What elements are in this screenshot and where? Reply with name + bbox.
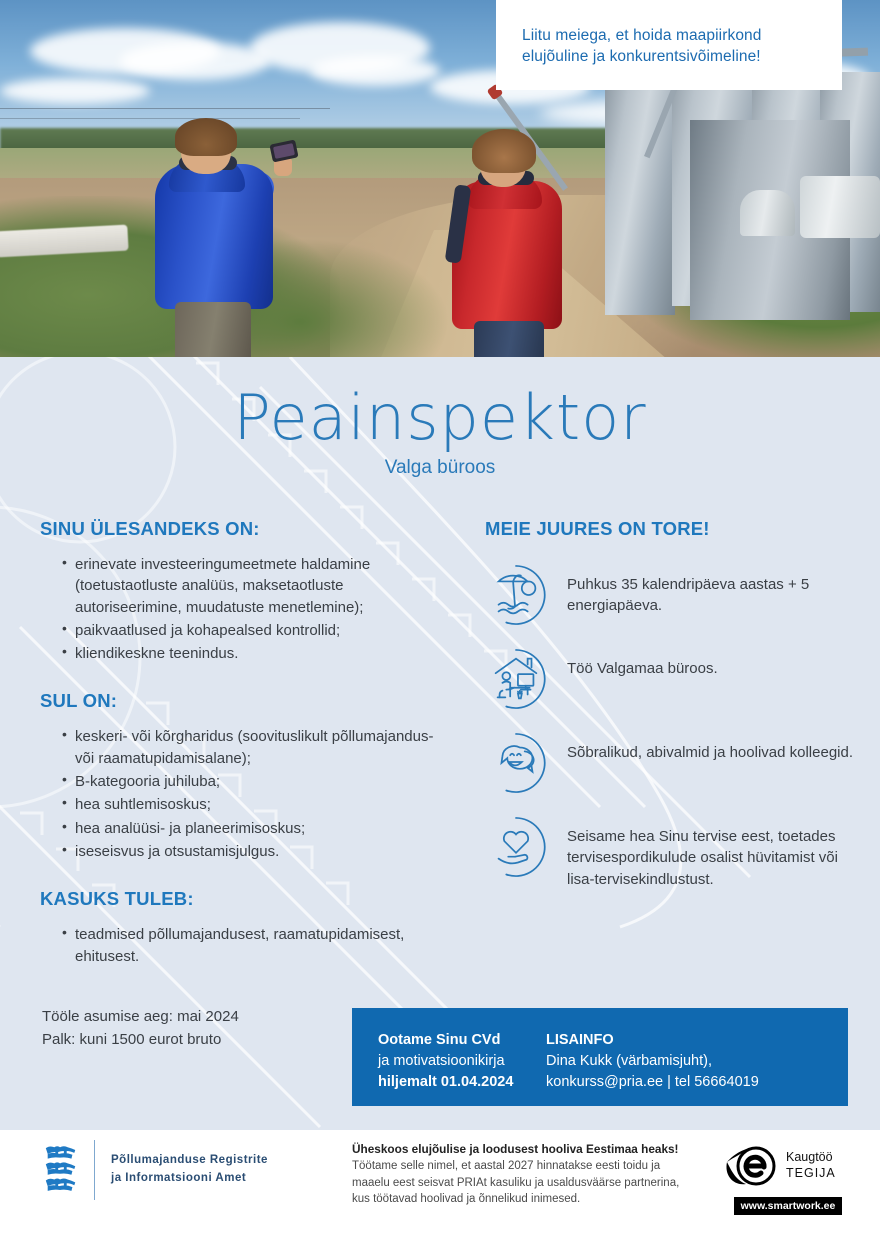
cta-contact-column xyxy=(546,1030,759,1106)
list-item: • hea analüüsi- ja planeerimisoskus; xyxy=(62,818,440,839)
section-nice-to-have xyxy=(40,888,440,967)
agency-name-line2: ja Informatsiooni Amet xyxy=(111,1172,247,1184)
header-tagline-box xyxy=(496,0,842,90)
jeans xyxy=(474,321,544,357)
cloud xyxy=(120,42,270,80)
footer xyxy=(0,1130,880,1244)
cta-contact-name: Dina Kukk (värbamisjuht), xyxy=(546,1053,712,1070)
benefit-text: Seisame hea Sinu tervise eest, toetades tervisespordikulude osalist hüvitamist või lisa-tervisekindlustust. xyxy=(567,828,838,888)
estonia-coat-of-arms-icon xyxy=(42,1142,80,1198)
list-item: • keskeri- või kõrgharidus (soovituslikult põllumajandus- või raamatupidamisalane); xyxy=(62,726,440,769)
smartwork-e-leaf-icon xyxy=(722,1142,780,1190)
cta-deadline: hiljemalt 01.04.2024 xyxy=(378,1074,514,1091)
salary: Palk: kuni 1500 eurot bruto xyxy=(42,1030,222,1048)
mission-heading: Üheskoos elujõulise ja loodusest hooliva Eestimaa heaks! xyxy=(352,1142,679,1156)
list-item: • B-kategooria juhiluba; xyxy=(62,771,440,792)
trousers xyxy=(175,302,251,357)
title-block xyxy=(0,381,880,479)
task-list xyxy=(40,554,440,664)
requirements-column xyxy=(40,518,440,993)
section-tasks xyxy=(40,518,440,664)
smartwork-url[interactable]: www.smartwork.ee xyxy=(734,1197,842,1215)
benefit-health xyxy=(485,816,855,890)
benefit-text: Sõbralikud, abivalmid ja hoolivad kolleegid. xyxy=(567,744,854,761)
agency-name xyxy=(111,1152,268,1188)
agency-name-line1: Põllumajanduse Registrite xyxy=(111,1154,268,1167)
hair xyxy=(175,118,237,156)
benefit-vacation xyxy=(485,564,855,626)
nice-to-have-list xyxy=(40,924,440,967)
beach-umbrella-icon xyxy=(485,564,547,626)
header-tagline xyxy=(522,26,818,68)
inspector-blue-jacket xyxy=(155,112,285,357)
cta-apply-line2: ja motivatsioonikirja xyxy=(378,1053,505,1070)
cta-apply-line1: Ootame Sinu CVd xyxy=(378,1032,501,1048)
inspector-red-jacket xyxy=(452,125,572,357)
section-heading: SINU ÜLESANDEKS ON: xyxy=(40,518,260,539)
home-office-icon xyxy=(485,648,547,710)
benefits-column xyxy=(485,518,855,912)
mission-body: Töötame selle nimel, et aastal 2027 hinnatakse eesti toidu ja maaelu eest seisvat PRIAt kasuliku ja usaldusväärse partnerina, kus töötavad hoolivad ja õnnelikud inimesed. xyxy=(352,1160,680,1206)
qualification-list xyxy=(40,726,440,862)
hair xyxy=(472,129,536,173)
smartwork-label xyxy=(786,1150,836,1181)
cloud xyxy=(0,78,150,104)
cta-contact-heading: LISAINFO xyxy=(546,1032,614,1048)
storage-tank xyxy=(800,176,880,238)
section-heading: KASUKS TULEB: xyxy=(40,888,194,910)
cloud xyxy=(310,56,440,86)
header-tagline-line1: Liitu meiega, et hoida maapiirkond xyxy=(522,27,762,44)
heart-in-hand-icon xyxy=(485,816,547,878)
list-item: • iseseisvus ja otsustamisjulgus. xyxy=(62,841,440,862)
list-item: • kliendikeskne teenindus. xyxy=(62,643,440,664)
agency-logo xyxy=(42,1140,268,1200)
section-qualifications xyxy=(40,690,440,862)
benefits-heading: MEIE JUURES ON TORE! xyxy=(485,518,710,539)
cta-contact-details[interactable]: konkurss@pria.ee | tel 56664019 xyxy=(546,1074,759,1091)
benefit-office xyxy=(485,648,855,710)
list-item: • teadmised põllumajandusest, raamatupidamisest, ehitusest. xyxy=(62,924,440,967)
speech-bubbles-smile-icon xyxy=(485,732,547,794)
storage-tank xyxy=(740,190,795,236)
smartwork-badge xyxy=(722,1142,862,1215)
logo-divider xyxy=(94,1140,95,1200)
section-heading: SUL ON: xyxy=(40,690,118,712)
power-line xyxy=(0,108,330,109)
benefit-colleagues xyxy=(485,732,855,794)
list-item: • erinevate investeeringumeetmete haldamine (toetustaotluste analüüs, maksetaotluste autoriseerimine, muudatuste menetlemine); xyxy=(62,554,440,618)
smartwork-row xyxy=(722,1142,862,1190)
page-title: Peainspektor xyxy=(233,381,647,454)
benefit-text: Puhkus 35 kalendripäeva aastas + 5 energiapäeva. xyxy=(567,576,810,615)
job-location: Valga büroos xyxy=(384,456,496,478)
list-item: • hea suhtlemisoskus; xyxy=(62,794,440,815)
employment-info xyxy=(42,1006,239,1051)
smartwork-line1: Kaugtöö xyxy=(786,1150,833,1165)
cta-apply-column xyxy=(378,1030,546,1106)
application-cta-box xyxy=(352,1008,848,1106)
start-date: Tööle asumise aeg: mai 2024 xyxy=(42,1008,239,1025)
benefit-text: Töö Valgamaa büroos. xyxy=(567,660,718,677)
mission-statement xyxy=(352,1142,692,1208)
smartwork-line2: TEGIJA xyxy=(786,1166,836,1180)
header-tagline-line2: elujõuline ja konkurentsivõimeline! xyxy=(522,47,761,65)
list-item: • paikvaatlused ja kohapealsed kontrollid; xyxy=(62,620,440,641)
